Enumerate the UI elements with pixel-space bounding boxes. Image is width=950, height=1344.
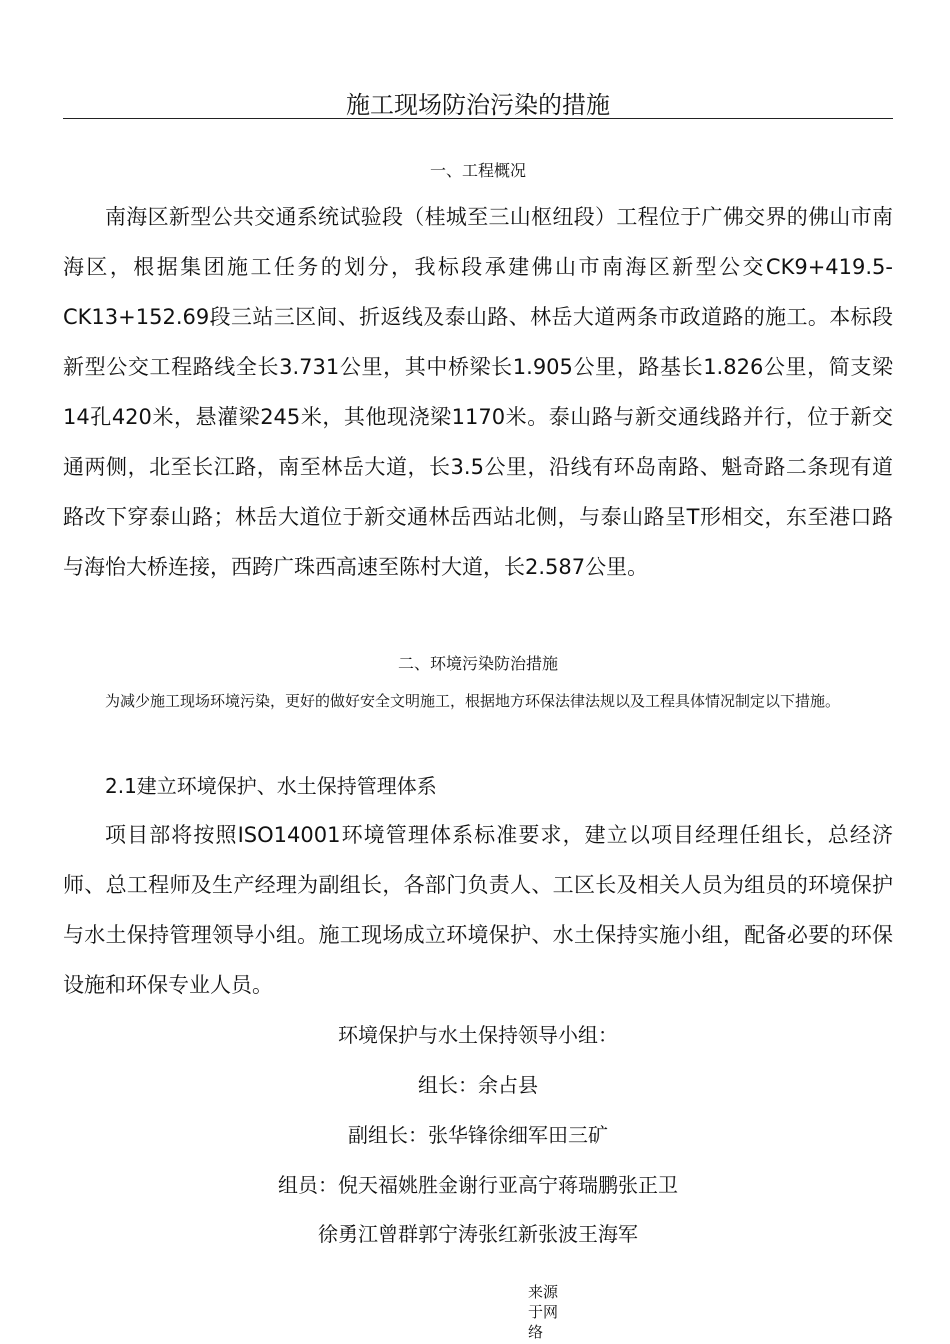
group-members-continued: 徐勇江曾群郭宁涛张红新张波王海军 [318, 1222, 638, 1246]
section-2-heading: 二、环境污染防治措施 [397, 654, 558, 673]
subsection-2-1-heading: 2.1建立环境保护、水土保持管理体系 [105, 774, 437, 798]
section-1-paragraph: 南海区新型公共交通系统试验段（桂城至三山枢纽段）工程位于广佛交界的佛山市南海区，根据集团施工任务的划分，我标段承建佛山市南海区新型公交CK9+419.5-CK13+152.69段三站三区间、折返线及泰山路、林岳大道两条市政道路的施工。本标段新型公交工程路线全长3.731公里，其中桥梁长1.905公里，路基长1.826公里，简支梁14孔420米，悬灌梁245米，其他现浇梁1170米。泰山路与新交通线路并行，位于新交通两侧，北至长江路，南至林岳大道，长3.5公里，沿线有环岛南路、魁奇路二条现有道路改下穿泰山路；林岳大道位于新交通林岳西站北侧，与泰山路呈T形相交，东至港口路与海怡大桥连接，西跨广珠西高速至陈村大道，长2.587公里。 [63, 205, 893, 579]
section-1-heading: 一、工程概况 [429, 161, 526, 180]
group-leader: 组长：余占县 [418, 1073, 538, 1097]
group-title: 环境保护与水土保持领导小组： [338, 1023, 618, 1047]
group-deputy: 副组长：张华锋徐细军田三矿 [348, 1123, 608, 1147]
source-footer: 来源于网络 [528, 1283, 559, 1341]
subsection-2-1-paragraph: 项目部将按照ISO14001环境管理体系标准要求，建立以项目经理任组长，总经济师、总工程师及生产经理为副组长，各部门负责人、工区长及相关人员为组员的环境保护与水土保持管理领导小组。施工现场成立环境保护、水土保持实施小组，配备必要的环保设施和环保专业人员。 [63, 823, 893, 997]
document-title: 施工现场防治污染的措施 [346, 91, 610, 119]
group-members: 组员：倪天福姚胜金谢行亚高宁蒋瑞鹏张正卫 [278, 1173, 678, 1197]
section-2-intro: 为减少施工现场环境污染，更好的做好安全文明施工，根据地方环保法律法规以及工程具体情况制定以下措施。 [105, 692, 841, 710]
title-underline [63, 118, 893, 119]
